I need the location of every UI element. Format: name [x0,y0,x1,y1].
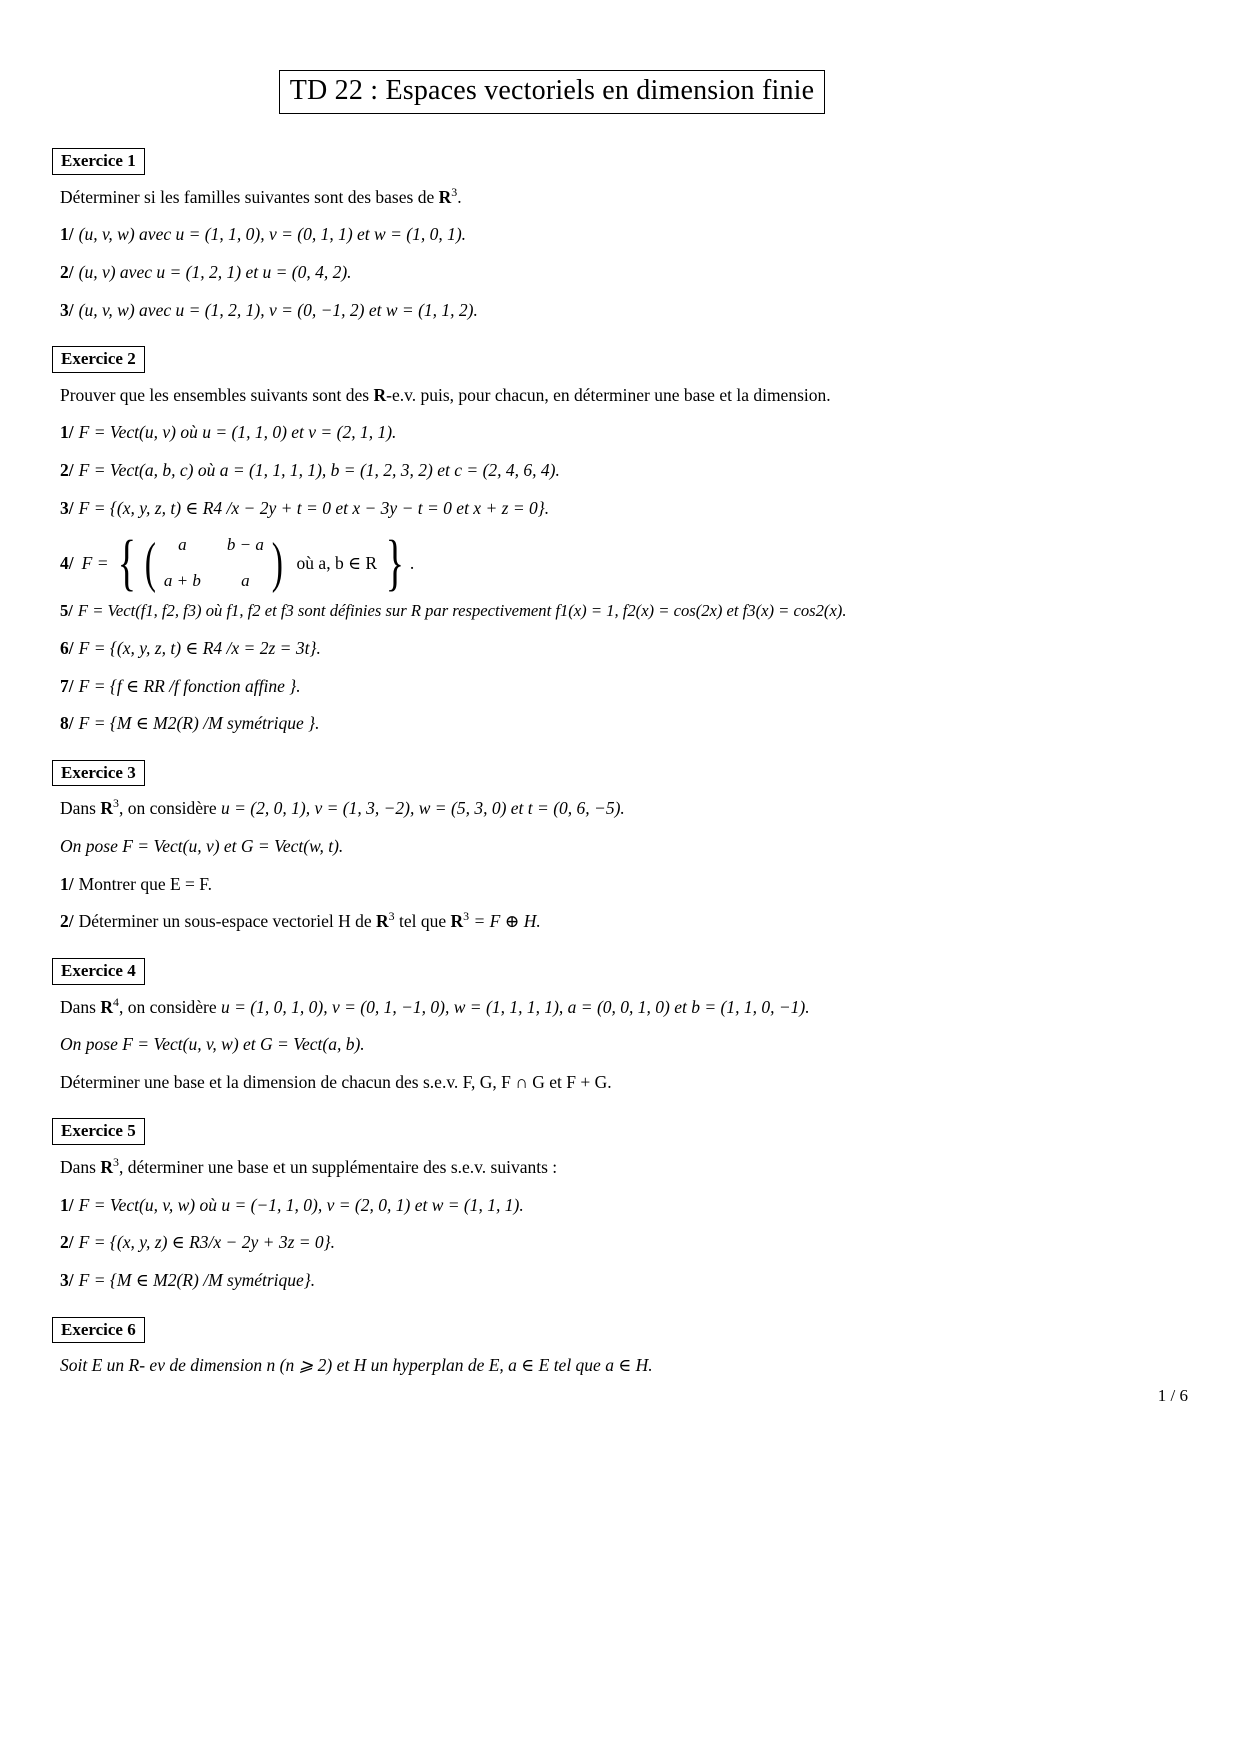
item-number: 1/ [60,873,74,894]
matrix-2x2 [160,535,268,591]
exercise-2-intro [52,385,1052,406]
page-title: TD 22 : Espaces vectoriels en dimension finie [279,70,826,114]
exercise-2-heading: Exercice 2 [52,346,145,373]
item-text: F = {(x, y, z) ∈ R3/x − 2y + 3z = 0}. [78,1232,336,1253]
exercise-1-item-1 [52,224,1052,245]
exercise-2-header-wrap [52,346,1052,373]
exercise-6-heading: Exercice 6 [52,1317,145,1344]
exercise-4-line-3 [52,1072,1052,1093]
exponent: 3 [112,1155,119,1170]
item-number: 7/ [60,675,74,696]
exercise-3-line-2 [52,836,1052,857]
item-text: F = Vect(a, b, c) où a = (1, 1, 1, 1), b = (1, 2, 3, 2) et c = (2, 4, 6, 4). [78,460,560,481]
reals-symbol: R [376,911,389,932]
matrix-cell-r2c2: a [241,571,250,591]
exercise-3-heading: Exercice 3 [52,760,145,787]
line-text-a: Dans [60,1157,101,1178]
item-text: F = Vect(u, v, w) où u = (−1, 1, 0), v = (2, 0, 1) et w = (1, 1, 1). [78,1194,524,1215]
exercise-2-item-1 [52,422,1052,443]
exercise-5-item-2 [52,1232,1052,1253]
exercise-2-intro-text-b: -e.v. puis, pour chacun, en déterminer une base et la dimension. [386,384,831,405]
left-curly-brace: { [117,528,136,597]
exercise-2-item-6 [52,638,1052,659]
item-text: F = Vect(f1, f2, f3) où f1, f2 et f3 sont définies sur R par respectivement f1(x) = 1, f2(x) = cos(2x) et f3(x) = cos2(x). [77,601,847,621]
item-text: (u, v, w) avec u = (1, 1, 0), v = (0, 1, 1) et w = (1, 0, 1). [78,224,467,245]
item-number: 3/ [60,299,74,320]
page-number: 1 / 6 [1157,1386,1188,1405]
exercise-2-intro-text-a: Prouver que les ensembles suivants sont des [60,384,374,405]
exponent: 4 [112,994,119,1009]
exponent: 3 [388,909,395,924]
exercise-1-intro [52,184,1052,208]
exercise-4-heading: Exercice 4 [52,958,145,985]
exercise-6-header-wrap [52,1317,1052,1344]
line-text: Soit E un R- ev de dimension n (n ⩾ 2) et H un hyperplan de E, a ∈ E tel que a ∈ H. [60,1355,653,1376]
reals-symbol: R [373,384,387,405]
exercise-1-intro-text: Déterminer si les familles suivantes sont des bases de [60,186,439,207]
matrix-cell-r2c1: a + b [163,571,201,591]
exercise-5-line-1 [52,1157,1052,1178]
line-text-b: , on considère [118,798,221,819]
item-number: 2/ [60,911,74,932]
exercise-2-item-8 [52,713,1052,734]
item-number: 2/ [60,460,74,481]
right-curly-brace: } [385,528,405,597]
line-text-c: u = (2, 0, 1), v = (1, 3, −2), w = (5, 3, 0) et t = (0, 6, −5). [221,798,625,819]
reals-symbol: R [100,1157,113,1178]
exercise-2-item-4 [52,528,1052,597]
exercise-3-item-2 [52,911,1052,932]
item-number: 4/ [60,552,74,573]
document-content [52,70,1052,1393]
exercise-2-item-7 [52,676,1052,697]
line-text-b: , déterminer une base et un supplémentaire des s.e.v. suivants : [118,1157,558,1178]
exercise-5-heading: Exercice 5 [52,1118,145,1145]
item-text: Montrer que E = F. [78,873,213,894]
exponent: 3 [112,796,119,811]
line-text: On pose F = Vect(u, v, w) et G = Vect(a, b). [60,1034,365,1055]
line-text-a: Dans [60,798,101,819]
item-lhs: F = [81,552,109,573]
right-paren: ) [271,532,283,594]
exercise-4-line-2 [52,1034,1052,1055]
item-number: 8/ [60,713,74,734]
item-text: F = {M ∈ M2(R) /M symétrique}. [78,1269,316,1290]
exercise-4-line-1 [52,994,1052,1018]
reals-symbol: R [438,186,452,207]
line-text: On pose F = Vect(u, v) et G = Vect(w, t). [60,836,344,857]
exercise-1-heading: Exercice 1 [52,148,145,175]
exercise-4-header-wrap [52,958,1052,985]
exercise-3-line-1 [52,798,1052,819]
line-text: Déterminer une base et la dimension de chacun des s.e.v. F, G, F ∩ G et F + G. [60,1071,612,1092]
exercise-2-item-3 [52,498,1052,519]
item-number: 2/ [60,1232,74,1253]
period: . [409,552,415,573]
item-number: 3/ [60,497,74,518]
matrix-cell-r1c1: a [178,535,187,555]
exercise-1-item-2 [52,262,1052,283]
item-text-c: = F ⊕ H. [469,911,541,932]
item-text: (u, v, w) avec u = (1, 2, 1), v = (0, −1, 2) et w = (1, 1, 2). [78,299,478,320]
item-number: 5/ [60,601,73,621]
reals-symbol: R [450,911,464,932]
reals-symbol: R [100,996,113,1017]
item-text-b: tel que [394,911,451,932]
item-text: F = {(x, y, z, t) ∈ R4 /x − 2y + t = 0 et x − 3y − t = 0 et x + z = 0}. [78,497,550,518]
exercise-1-item-3 [52,300,1052,321]
item-text: (u, v) avec u = (1, 2, 1) et u = (0, 4, 2). [78,262,352,283]
title-container [52,70,1052,114]
exercise-1-header-wrap [52,148,1052,175]
matrix-condition: où a, b ∈ R [296,552,378,573]
item-number: 1/ [60,224,74,245]
item-text: F = {f ∈ RR /f fonction affine }. [78,675,301,696]
left-paren: ( [144,532,157,594]
line-text-c: u = (1, 0, 1, 0), v = (0, 1, −1, 0), w = (1, 1, 1, 1), a = (0, 0, 1, 0) et b = (1, 1, 0, −1). [221,996,810,1017]
exercise-5-header-wrap [52,1118,1052,1145]
line-text-a: Dans [60,996,101,1017]
item-number: 3/ [60,1269,74,1290]
exponent: 3 [463,909,470,924]
exercise-2-item-5 [52,601,1052,621]
exercise-5-item-1 [52,1195,1052,1216]
exercise-3-header-wrap [52,760,1052,787]
period: . [457,186,462,207]
item-number: 1/ [60,1194,74,1215]
item-text: F = Vect(u, v) où u = (1, 1, 0) et v = (2, 1, 1). [78,422,397,443]
exponent: 3 [451,184,458,199]
item-text: F = {(x, y, z, t) ∈ R4 /x = 2z = 3t}. [78,637,321,658]
reals-symbol: R [100,798,113,819]
item-number: 6/ [60,637,74,658]
item-text-a: Déterminer un sous-espace vectoriel H de [78,911,377,932]
exercise-2-item-2 [52,460,1052,481]
line-text-b: , on considère [118,996,221,1017]
exercise-6-line-1 [52,1355,1052,1376]
item-number: 1/ [60,422,74,443]
item-number: 2/ [60,262,74,283]
exercise-5-item-3 [52,1270,1052,1291]
item-text: F = {M ∈ M2(R) /M symétrique }. [78,713,320,734]
matrix-cell-r1c2: b − a [226,535,264,555]
exercise-3-item-1 [52,874,1052,895]
